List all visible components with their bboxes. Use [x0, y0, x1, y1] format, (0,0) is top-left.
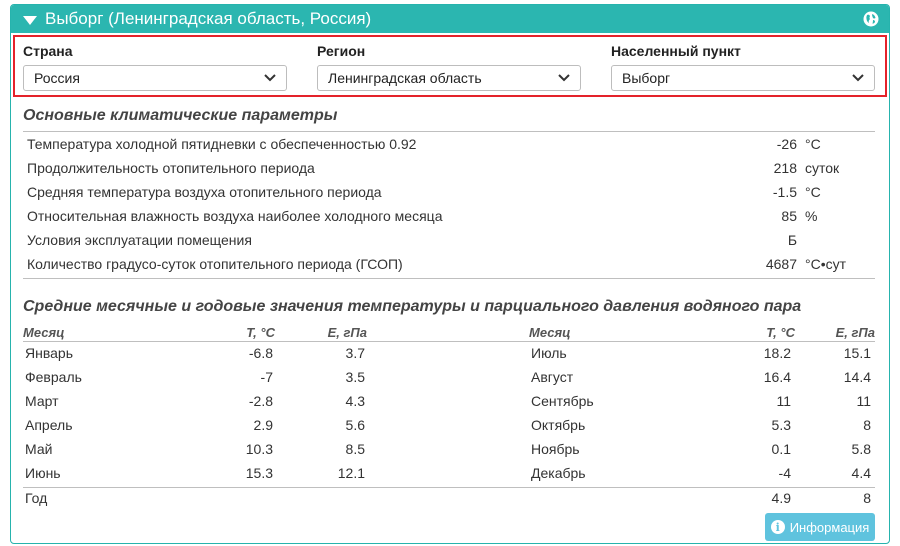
location-selector: [13, 35, 887, 97]
table-row: [23, 389, 875, 413]
month-name: Апрель: [25, 417, 73, 433]
table-row: [23, 413, 875, 437]
month-temp: -7: [260, 369, 273, 385]
month-name: Июль: [531, 345, 567, 361]
city-label: Населенный пункт: [611, 43, 741, 59]
month-name: Июнь: [25, 465, 61, 481]
param-unit: °C: [805, 136, 821, 152]
chevron-down-icon: [264, 74, 276, 82]
param-unit: °C•сут: [805, 256, 847, 272]
param-row: [27, 228, 867, 252]
param-unit: суток: [805, 160, 840, 176]
month-pressure: 14.4: [843, 369, 871, 385]
header-pressure: E, гПа: [327, 325, 367, 340]
month-temp: 16.4: [763, 369, 791, 385]
country-group: [23, 43, 287, 91]
country-select[interactable]: [23, 65, 287, 91]
table-row: [23, 461, 875, 485]
header-temp: T, °C: [766, 325, 795, 340]
month-name: Май: [25, 441, 53, 457]
table-row: [23, 341, 875, 365]
param-unit: %: [805, 208, 818, 224]
month-pressure: 5.6: [345, 417, 365, 433]
param-label: Продолжительность отопительного периода: [27, 160, 315, 176]
region-group: [317, 43, 581, 91]
param-value: 218: [773, 160, 797, 176]
param-label: Количество градусо-суток отопительного периода (ГСОП): [27, 256, 403, 272]
month-temp: 5.3: [771, 417, 791, 433]
param-value: Б: [787, 232, 797, 248]
divider: [23, 278, 875, 279]
header-month: Месяц: [23, 325, 65, 340]
city-select[interactable]: [611, 65, 875, 91]
param-value: 4687: [765, 256, 797, 272]
month-temp: -4: [778, 465, 791, 481]
info-button-label: Информация: [789, 519, 870, 535]
month-pressure: 12.1: [337, 465, 365, 481]
year-temp: 4.9: [771, 490, 791, 506]
month-temp: 15.3: [245, 465, 273, 481]
month-pressure: 8.5: [345, 441, 365, 457]
param-value: -26: [776, 136, 797, 152]
climate-panel: [10, 4, 890, 544]
country-value: Россия: [34, 70, 80, 86]
month-pressure: 3.5: [345, 369, 365, 385]
climate-section-title: Основные климатические параметры: [23, 107, 338, 124]
month-temp: -6.8: [248, 345, 273, 361]
month-temp: -2.8: [248, 393, 273, 409]
month-temp: 2.9: [253, 417, 273, 433]
info-button[interactable]: [765, 513, 875, 541]
month-temp: 0.1: [771, 441, 791, 457]
param-row: [27, 156, 867, 180]
table-row: [23, 437, 875, 461]
collapse-triangle-icon[interactable]: [23, 16, 37, 25]
param-label: Средняя температура воздуха отопительного периода: [27, 184, 382, 200]
month-pressure: 4.4: [851, 465, 871, 481]
param-row: [27, 132, 867, 156]
region-value: Ленинградская область: [328, 70, 482, 86]
param-row: [27, 252, 867, 276]
month-pressure: 15.1: [843, 345, 871, 361]
param-label: Относительная влажность воздуха наиболее холодного месяца: [27, 208, 443, 224]
param-row: [27, 204, 867, 228]
param-label: Условия эксплуатации помещения: [27, 232, 252, 248]
panel-title: Выборг (Ленинградская область, Россия): [45, 9, 372, 28]
month-name: Декабрь: [531, 465, 586, 481]
month-pressure: 5.8: [851, 441, 871, 457]
month-pressure: 8: [863, 417, 871, 433]
header-temp: T, °C: [246, 325, 275, 340]
year-pressure: 8: [863, 490, 871, 506]
city-group: [611, 43, 875, 91]
year-row: [23, 486, 875, 510]
header-pressure: E, гПа: [835, 325, 875, 340]
globe-icon[interactable]: [863, 11, 879, 27]
param-label: Температура холодной пятидневки с обеспеченностью 0.92: [27, 136, 417, 152]
monthly-section-title: Средние месячные и годовые значения температуры и парциального давления водяного пара: [23, 298, 802, 315]
chevron-down-icon: [852, 74, 864, 82]
region-select[interactable]: [317, 65, 581, 91]
month-temp: 11: [776, 393, 791, 409]
month-pressure: 11: [856, 393, 871, 409]
month-name: Ноябрь: [531, 441, 580, 457]
month-name: Сентябрь: [531, 393, 594, 409]
year-label: Год: [25, 490, 48, 506]
month-temp: 10.3: [245, 441, 273, 457]
month-name: Февраль: [25, 369, 82, 385]
month-name: Март: [25, 393, 59, 409]
country-label: Страна: [23, 43, 73, 59]
region-label: Регион: [317, 43, 366, 59]
chevron-down-icon: [558, 74, 570, 82]
info-icon: i: [771, 520, 785, 534]
month-pressure: 3.7: [345, 345, 365, 361]
param-unit: °C: [805, 184, 821, 200]
monthly-table-header: [23, 323, 875, 343]
param-row: [27, 180, 867, 204]
month-temp: 18.2: [763, 345, 791, 361]
month-pressure: 4.3: [345, 393, 365, 409]
month-name: Октябрь: [531, 417, 586, 433]
param-value: 85: [781, 208, 797, 224]
header-month: Месяц: [529, 325, 571, 340]
param-value: -1.5: [772, 184, 797, 200]
city-value: Выборг: [622, 70, 671, 86]
month-name: Январь: [25, 345, 73, 361]
table-row: [23, 365, 875, 389]
month-name: Август: [531, 369, 574, 385]
panel-header[interactable]: [11, 5, 889, 33]
